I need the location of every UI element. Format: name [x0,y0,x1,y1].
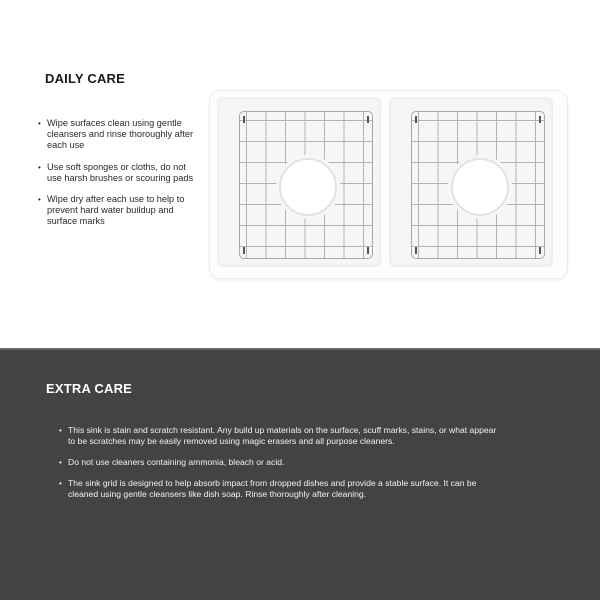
extra-care-item: • The sink grid is designed to help absorb impact from dropped dishes and provide a stable surface. It can be cleaned using gentle cleansers like dish soap. Rinse thoroughly after cleaning. [62,478,502,500]
grid-foot [367,247,369,254]
grid-foot [415,116,417,123]
sink-grid-right [411,111,545,259]
extra-care-list [62,425,502,510]
daily-care-item: • Use soft sponges or cloths, do not use harsh brushes or scouring pads [38,162,198,184]
drain-hole [451,158,509,216]
sink-grid-left [239,111,373,259]
grid-foot [243,247,245,254]
extra-care-title: EXTRA CARE [46,381,133,396]
drain-hole [279,158,337,216]
extra-care-item: • This sink is stain and scratch resistant. Any build up materials on the surface, scuff marks, stains, or what appear to be scratches may be easily removed using magic erasers and all purpose cleaners. [62,425,502,447]
daily-care-title: DAILY CARE [45,71,126,86]
sink-basin-left [217,97,381,267]
extra-care-item: • Do not use cleaners containing ammonia, bleach or acid. [62,457,502,468]
grid-foot [243,116,245,123]
daily-care-item: • Wipe dry after each use to help to prevent hard water buildup and surface marks [38,194,198,228]
daily-care-list [38,118,198,238]
grid-foot [415,247,417,254]
grid-foot [539,116,541,123]
grid-foot [367,116,369,123]
sink-product-image [210,91,567,278]
sink-basin-right [389,97,553,267]
daily-care-item: • Wipe surfaces clean using gentle cleansers and rinse thoroughly after each use [38,118,198,152]
grid-foot [539,247,541,254]
